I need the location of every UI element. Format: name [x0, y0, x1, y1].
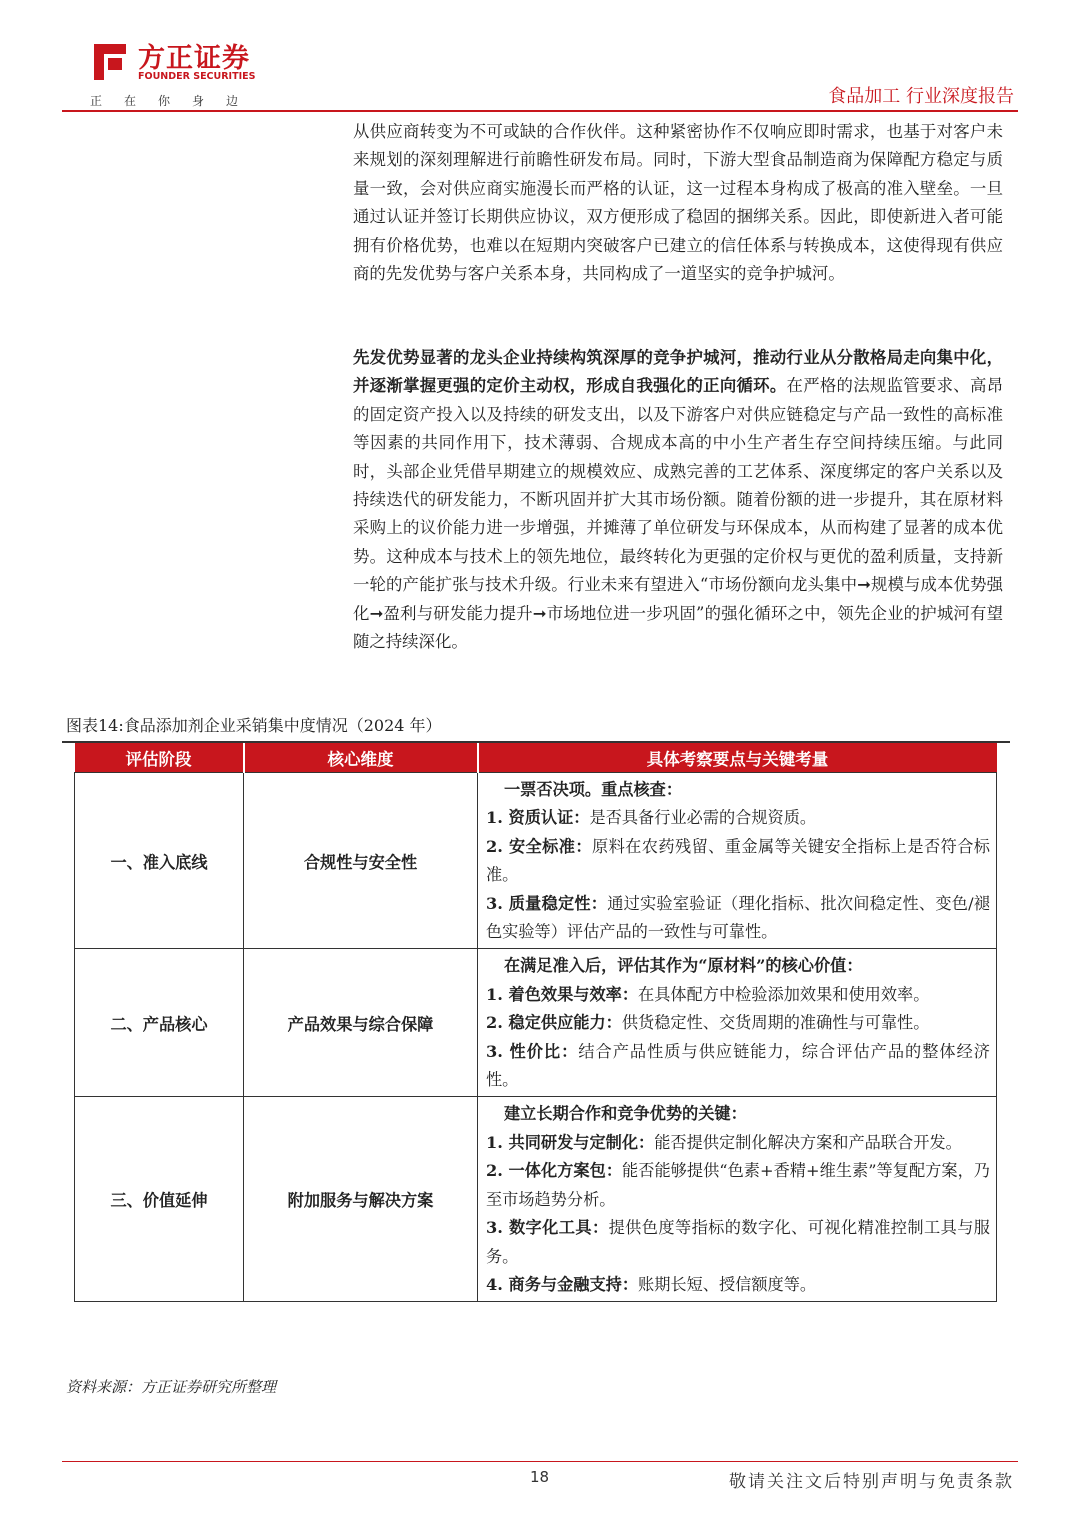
- point-label: 1. 着色效果与效率：: [486, 984, 639, 1004]
- stage-cell: 二、产品核心: [75, 949, 244, 1097]
- header-dimension: 核心维度: [244, 743, 478, 773]
- footer-divider: [62, 1461, 1018, 1462]
- point-item: [486, 1009, 990, 1037]
- logo-english-name: FOUNDER SECURITIES: [138, 71, 256, 82]
- point-label: 2. 稳定供应能力：: [486, 1013, 622, 1033]
- point-text: 能否能够提供“色素+香精+维生素”等复配方案，乃至市场趋势分析。: [486, 1161, 990, 1209]
- point-label: 3. 质量稳定性：: [486, 893, 608, 913]
- logo-chinese-name: 方正证券: [138, 43, 250, 74]
- point-item: [486, 890, 990, 947]
- report-type: 食品加工 行业深度报告: [828, 86, 1014, 107]
- point-label: 1. 共同研发与定制化：: [486, 1132, 655, 1152]
- figure-caption: 图表14:食品添加剂企业采销集中度情况（2024 年）: [66, 716, 442, 735]
- points-cell: [478, 773, 997, 949]
- point-text: 是否具备行业必需的合规资质。: [589, 808, 817, 828]
- point-item: [486, 833, 990, 890]
- points-heading: 一票否决项。重点核查：: [504, 780, 683, 799]
- header-points: 具体考察要点与关键考量: [478, 743, 997, 773]
- point-item: [486, 804, 990, 832]
- point-text: 账期长短、授信额度等。: [638, 1274, 817, 1294]
- point-label: 1. 资质认证：: [486, 808, 590, 828]
- point-label: 4. 商务与金融支持：: [486, 1274, 639, 1294]
- points-cell: [478, 949, 997, 1097]
- dimension-cell: 产品效果与综合保障: [244, 949, 478, 1097]
- founder-logo-icon: [88, 40, 132, 84]
- point-text: 供货稳定性、交货周期的准确性与可靠性。: [621, 1013, 930, 1033]
- table-row: [75, 1097, 997, 1302]
- point-text: 提供色度等指标的数字化、可视化精准控制工具与服务。: [486, 1218, 990, 1266]
- point-text: 在具体配方中检验添加效果和使用效率。: [638, 984, 930, 1004]
- table-header-row: [75, 743, 997, 773]
- paragraph-2-text: 在严格的法规监管要求、高昂的固定资产投入以及持续的研发支出，以及下游客户对供应链稳定与产品一致性的高标准等因素的共同作用下，技术薄弱、合规成本高的中小生产者生存空间持续压缩。与此同时，头部企业凭借早期建立的规模效应、成熟完善的工艺体系、深度绑定的客户关系以及持续迭代的研发能力，不断巩固并扩大其市场份额。随着份额的进一步提升，其在原材料采购上的议价能力进一步增强，并摊薄了单位研发与环保成本，从而构建了显著的成本优势。这种成本与技术上的领先地位，最终转化为更强的定价权与更优的盈利质量，支持新一轮的产能扩张与技术升级。行业未来有望进入“市场份额向龙头集中➞规模与成本优势强化➞盈利与研发能力提升➞市场地位进一步巩固”的强化循环之中，领先企业的护城河有望随之持续深化。: [353, 376, 1004, 652]
- point-text: 通过实验室验证（理化指标、批次间稳定性、变色/褪色实验等）评估产品的一致性与可靠性。: [486, 893, 990, 942]
- figure-source: 资料来源：方正证券研究所整理: [66, 1378, 277, 1396]
- point-text: 原料在农药残留、重金属等关键安全指标上是否符合标准。: [486, 836, 990, 885]
- slogan: 正在你身边: [90, 94, 261, 108]
- paragraph-2-bold-lead: 先发优势显著的龙头企业持续构筑深厚的竞争护城河，推动行业从分散格局走向集中化，并逐渐掌握更强的定价主动权，形成自我强化的正向循环。: [353, 348, 1003, 396]
- points-heading: 建立长期合作和竞争优势的关键：: [504, 1104, 747, 1124]
- points-heading: 在满足准入后，评估其作为“原材料”的核心价值：: [504, 956, 863, 976]
- point-item: [486, 1157, 990, 1214]
- stage-cell: 三、价值延伸: [75, 1097, 244, 1302]
- point-label: 2. 一体化方案包：: [486, 1161, 623, 1181]
- point-label: 3. 数字化工具：: [486, 1218, 609, 1238]
- body-paragraph-1: 从供应商转变为不可或缺的合作伙伴。这种紧密协作不仅响应即时需求，也基于对客户未来规划的深刻理解进行前瞻性研发布局。同时，下游大型食品制造商为保障配方稳定与质量一致，会对供应商实施漫长而严格的认证，这一过程本身构成了极高的准入壁垒。一旦通过认证并签订长期供应协议，双方便形成了稳固的捆绑关系。因此，即使新进入者可能拥有价格优势，也难以在短期内突破客户已建立的信任体系与转换成本，这使得现有供应商的先发优势与客户关系本身，共同构成了一道坚实的竞争护城河。: [353, 122, 1003, 284]
- point-text: 能否提供定制化解决方案和产品联合开发。: [654, 1132, 962, 1152]
- point-item: [486, 1038, 990, 1095]
- point-item: [486, 1271, 990, 1299]
- point-label: 3. 性价比：: [486, 1041, 579, 1061]
- point-item: [486, 981, 990, 1009]
- point-item: [486, 1214, 990, 1271]
- point-text: 结合产品性质与供应链能力，综合评估产品的整体经济性。: [486, 1041, 990, 1090]
- stage-cell: 一、准入底线: [75, 773, 244, 949]
- point-item: [486, 1129, 990, 1157]
- dimension-cell: 合规性与安全性: [244, 773, 478, 949]
- page-header: [0, 0, 1080, 112]
- point-label: 2. 安全标准：: [486, 836, 592, 856]
- evaluation-table: [74, 743, 997, 1302]
- page-number: 18: [530, 1468, 550, 1486]
- header-stage: 评估阶段: [75, 743, 244, 773]
- disclaimer-link: 敬请关注文后特别声明与免责条款: [729, 1472, 1014, 1492]
- body-paragraph-2: [353, 344, 1003, 656]
- dimension-cell: 附加服务与解决方案: [244, 1097, 478, 1302]
- table-row: [75, 949, 997, 1097]
- points-cell: [478, 1097, 997, 1302]
- table-row: [75, 773, 997, 949]
- header-divider: [62, 110, 1018, 112]
